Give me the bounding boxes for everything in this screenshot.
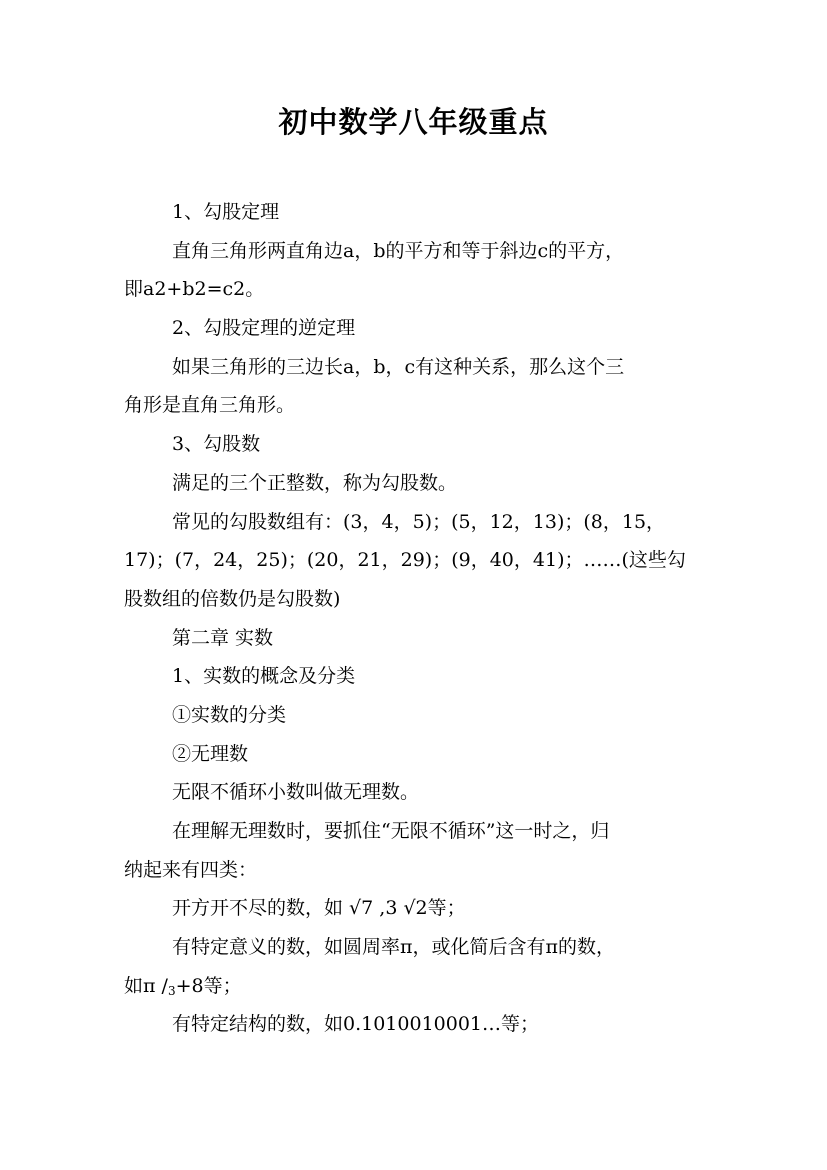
paragraph-line: 常见的勾股数组有：(3，4，5)；(5，12，13)；(8，15， <box>172 510 666 533</box>
paragraph-line: ②无理数 <box>172 742 249 765</box>
subscript-text: 3 <box>167 983 176 998</box>
paragraph-line: 3、勾股数 <box>172 433 261 456</box>
formula-text: 如π / <box>124 974 168 997</box>
paragraph-line: 股数组的倍数仍是勾股数) <box>124 587 341 610</box>
chapter-heading: 第二章 实数 <box>172 626 274 649</box>
paragraph-line: 如果三角形的三边长a，b，c有这种关系，那么这个三 <box>172 355 625 378</box>
paragraph-line: 直角三角形两直角边a，b的平方和等于斜边c的平方， <box>172 239 625 262</box>
paragraph-line: 角形是直角三角形。 <box>124 394 296 417</box>
paragraph-line: 即a2+b2=c2。 <box>124 278 265 301</box>
paragraph-line: 2、勾股定理的逆定理 <box>172 317 356 340</box>
paragraph-line <box>124 967 714 1006</box>
paragraph-line: 无限不循环小数叫做无理数。 <box>172 781 420 804</box>
paragraph-line: 17)；(7，24，25)；(20，21，29)；(9，40，41)；……(这些勾 <box>124 549 686 572</box>
formula-text: +8等； <box>175 974 242 997</box>
paragraph-line: 有特定结构的数，如0.1010010001…等； <box>172 1013 540 1036</box>
paragraph-line: 有特定意义的数，如圆周率π，或化简后含有π的数， <box>172 936 615 959</box>
paragraph-line: 满足的三个正整数，称为勾股数。 <box>172 471 458 494</box>
document-body <box>124 193 714 1044</box>
paragraph-line: 在理解无理数时，要抓住“无限不循环”这一时之，归 <box>172 820 610 842</box>
paragraph-line: 开方开不尽的数，如 √7 ,3 √2等； <box>172 897 466 920</box>
paragraph-line: ①实数的分类 <box>172 703 287 726</box>
document-title: 初中数学八年级重点 <box>278 105 549 139</box>
paragraph-line: 1、实数的概念及分类 <box>172 665 356 688</box>
paragraph-line: 纳起来有四类： <box>124 858 258 881</box>
paragraph-line: 1、勾股定理 <box>172 201 280 223</box>
